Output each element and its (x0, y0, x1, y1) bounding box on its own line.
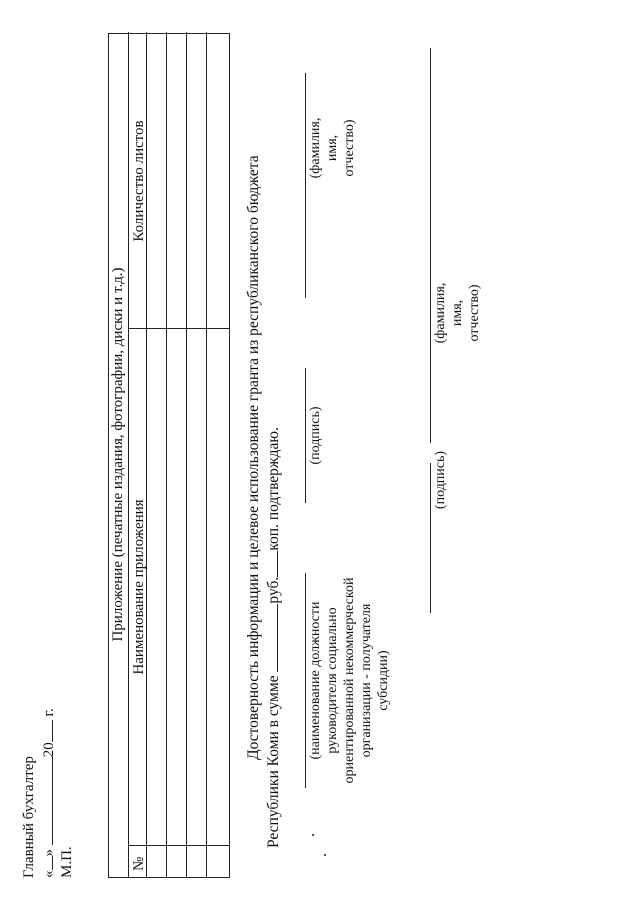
column-header-number: № (131, 856, 147, 871)
month-blank[interactable] (38, 757, 53, 845)
statement-amount-label: Республики Коми в сумме (265, 675, 282, 848)
name-line[interactable] (305, 73, 306, 298)
column-header-name: Наименование приложения (131, 499, 147, 675)
amount-blank[interactable] (263, 604, 278, 672)
column-header-count: Количество листов (131, 120, 147, 242)
accountant-signature-caption: (подпись) (433, 450, 448, 510)
accountant-name-caption: (фамилия, имя, отчество) (433, 282, 482, 344)
table-row-line (186, 32, 187, 877)
date-open-quote: « (41, 870, 57, 878)
table-row-line (206, 32, 207, 877)
name-caption: (фамилия, имя, отчество) (308, 117, 357, 179)
date-line (38, 38, 58, 878)
kopeck-label: коп. подтверждаю. (265, 427, 282, 551)
signature-caption: (подпись) (308, 406, 323, 465)
chief-accountant-label: Главный бухгалтер (21, 756, 37, 878)
year-prefix: 20 (41, 742, 57, 758)
accountant-signature-line[interactable] (430, 463, 431, 613)
appendix-table (108, 33, 230, 878)
table-divider (128, 32, 129, 877)
scan-speck (324, 854, 326, 856)
table-column-line (128, 845, 230, 846)
scan-speck (312, 834, 314, 836)
year-suffix: г. (41, 708, 57, 717)
table-row-line (146, 32, 147, 877)
table-row-line (166, 32, 167, 877)
position-line[interactable] (305, 573, 306, 788)
table-column-line (128, 328, 230, 329)
year-blank[interactable] (38, 720, 53, 742)
document-sheet (20, 38, 620, 878)
signature-line[interactable] (305, 368, 306, 503)
position-caption: (наименование должности руководителя социально ориентированной некоммерческой организации - получателя субсидии) (308, 577, 391, 784)
table-title: Приложение (печатные издания, фотографии, диски и т.д.) (110, 267, 126, 642)
statement-line-2 (263, 427, 283, 848)
accountant-name-line[interactable] (430, 48, 431, 443)
kopeck-blank[interactable] (263, 551, 278, 577)
statement-line-1: Достоверность информации и целевое использование гранта из республиканского бюджета (245, 155, 262, 760)
date-close-quote: » (41, 849, 57, 857)
day-blank[interactable] (38, 857, 53, 871)
rub-label: руб. (265, 576, 282, 604)
stamp-placeholder: М.П. (59, 846, 75, 878)
